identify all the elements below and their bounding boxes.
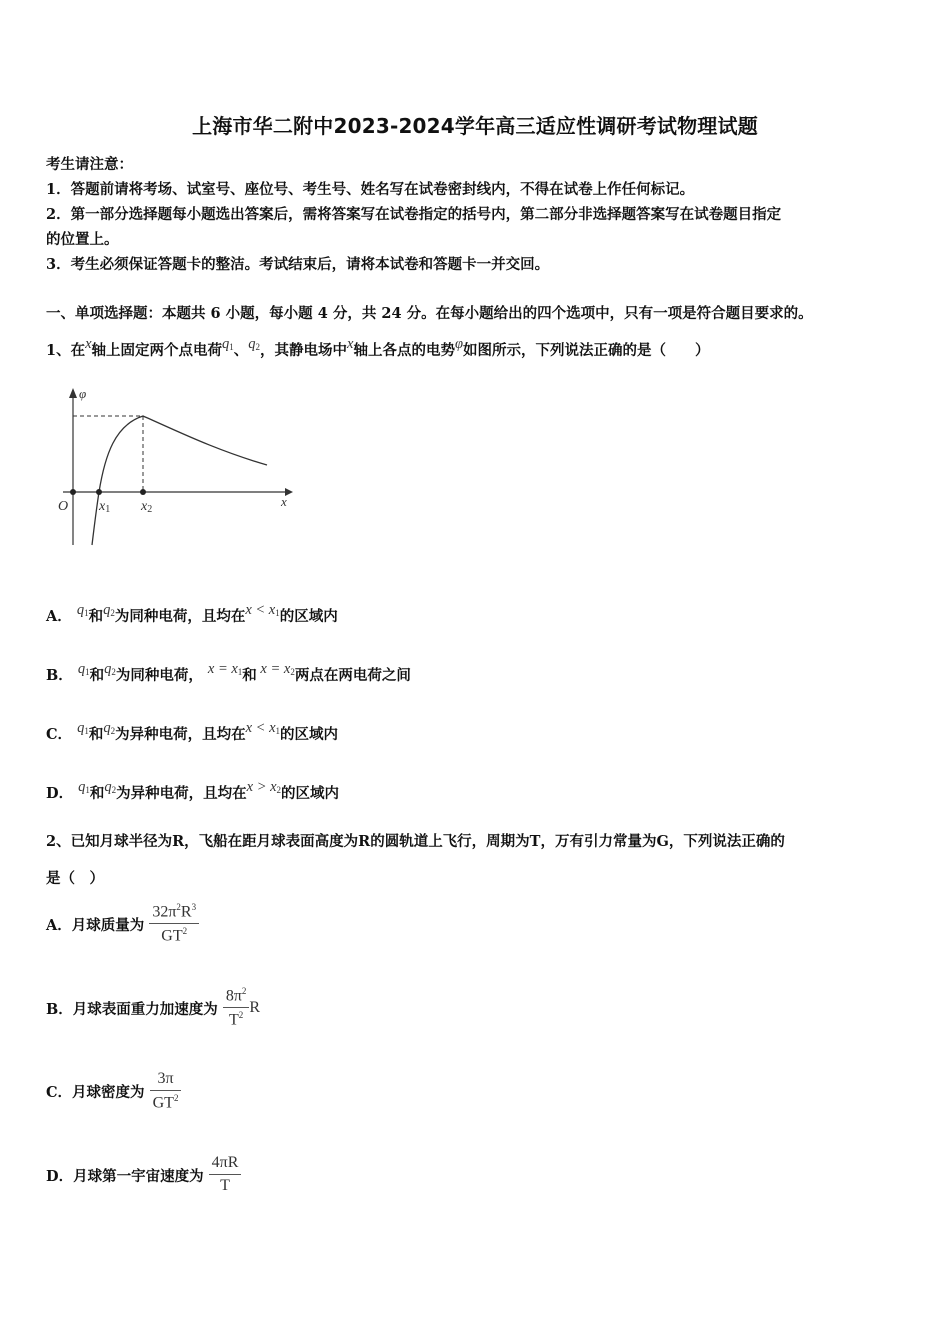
option-1c[interactable]: C． q1和q2为异种电荷，且均在x < x1的区域内 (46, 720, 339, 743)
x-label: x (281, 494, 287, 509)
section-heading: 一、单项选择题：本题共 6 小题，每小题 4 分，共 24 分。在每小题给出的四个选项中，只有一项是符合题目要求的。 (46, 305, 813, 322)
q1-text-b: 轴上固定两个点电荷 (91, 342, 223, 359)
page-title: 上海市华二附中2023-2024学年高三适应性调研考试物理试题 (192, 114, 758, 138)
notice-heading: 考生请注意： (46, 156, 133, 173)
option-1b[interactable]: B． q1和q2为同种电荷， x = x1和 x = x2两点在两电荷之间 (46, 661, 411, 684)
origin-dot (70, 489, 76, 495)
option-1d[interactable]: D． q1和q2为异种电荷，且均在x > x2的区域内 (46, 779, 340, 802)
phi-label: φ (79, 386, 87, 401)
question-1-stem (46, 336, 710, 360)
potential-graph (55, 380, 305, 552)
option-2c[interactable]: C．月球密度为 $\frac{3\pi}{GT^2}$ (46, 1070, 181, 1112)
x1-dot (96, 489, 102, 495)
notice-item-1: 1．答题前请将考场、试室号、座位号、考生号、姓名写在试卷密封线内，不得在试卷上作任何标记。 (46, 181, 695, 198)
origin-label: O (58, 499, 69, 514)
notice-item-2: 2．第一部分选择题每小题选出答案后，需将答案写在试卷指定的括号内，第二部分非选择题答案写在试卷题目指定 (46, 206, 782, 223)
question-2-stem: 2、已知月球半径为R，飞船在距月球表面高度为R的圆轨道上飞行，周期为T，万有引力常量为G，下列说法正确的 (46, 833, 785, 850)
option-2a[interactable]: A．月球质量为 $\frac{32\pi^2R^3}{GT^2}$ (46, 902, 199, 946)
option-2b[interactable]: B．月球表面重力加速度为 $\frac{8\pi^2}{T^2}$ R (46, 986, 261, 1029)
option-1a[interactable]: A． q1和q2为同种电荷，且均在x < x1的区域内 (46, 602, 338, 625)
fraction-2b: $\frac{8\pi^2}{T^2}$ (223, 986, 250, 1030)
fraction-2d: $\frac{4\pi R}{T}$ (209, 1154, 242, 1195)
x2-label: x2 (141, 499, 153, 515)
q1-text-a: 1、在 (46, 342, 86, 359)
fraction-2c: $\frac{3\pi}{GT^2}$ (150, 1070, 182, 1112)
x-symbol-2: x (347, 336, 354, 352)
question-2-stem-cont: 是（ ） (46, 870, 104, 887)
potential-curve (92, 416, 267, 545)
notice-item-2-cont: 的位置上。 (46, 231, 119, 248)
q1-sep: 、 (233, 342, 249, 359)
q1-symbol: q1 (222, 336, 234, 352)
q1-text-d: 轴上各点的电势 (353, 342, 455, 359)
x-symbol: x (85, 336, 92, 352)
phi-symbol: φ (454, 336, 463, 352)
q1-text-e: 如图所示，下列说法正确的是（ ） (463, 342, 710, 359)
q1-text-c: ，其静电场中 (260, 342, 348, 359)
fraction-2a: $\frac{32\pi^2R^3}{GT^2}$ (149, 902, 199, 946)
notice-item-3: 3．考生必须保证答题卡的整洁。考试结束后，请将本试卷和答题卡一并交回。 (46, 256, 550, 273)
q2-symbol: q2 (248, 336, 261, 352)
x1-label: x1 (99, 499, 111, 515)
x2-dot (140, 489, 146, 495)
phi-axis-arrow-icon (69, 388, 77, 398)
option-2d[interactable]: D．月球第一宇宙速度为 $\frac{4\pi R}{T}$ (46, 1154, 241, 1195)
